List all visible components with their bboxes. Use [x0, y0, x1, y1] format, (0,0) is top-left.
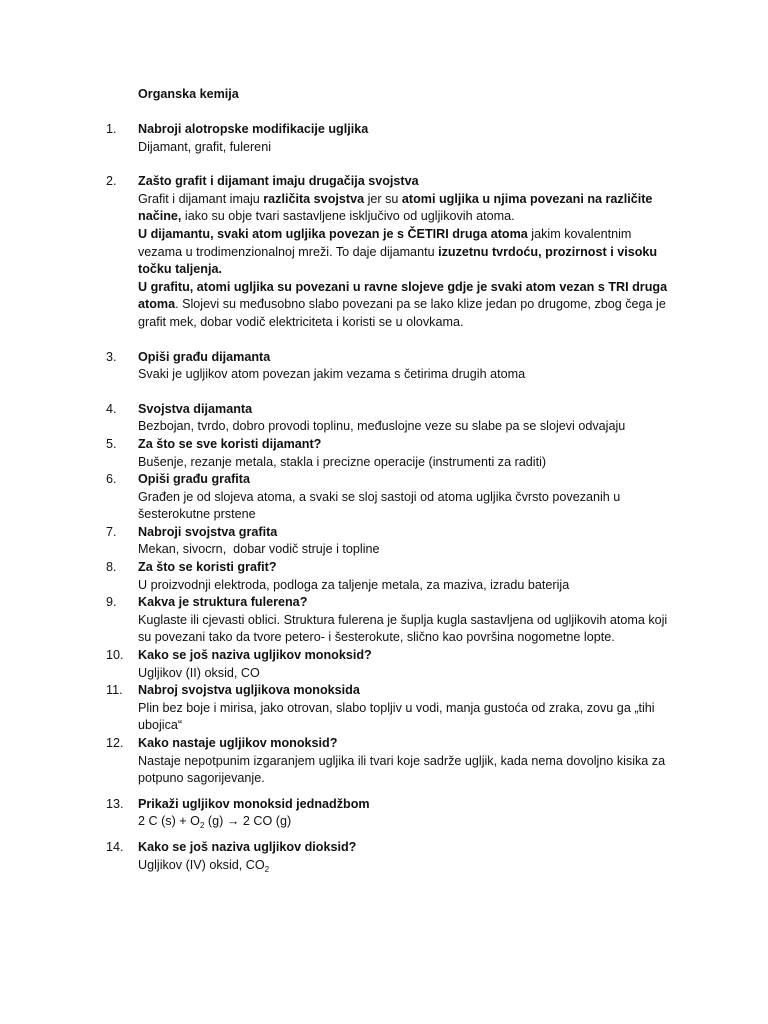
question-item	[106, 401, 670, 436]
answer-paragraph-1	[138, 191, 670, 226]
question-number: 10.	[106, 648, 124, 663]
question-item	[106, 735, 670, 788]
question-item	[106, 647, 670, 682]
question-text: Svojstva dijamanta	[138, 401, 253, 416]
question-text: Kako nastaje ugljikov monoksid?	[138, 736, 338, 750]
question-item	[106, 559, 670, 594]
question-text: Zašto grafit i dijamant imaju drugačija svojstva	[138, 174, 419, 189]
question-item	[106, 471, 670, 524]
answer-bold-run: različita svojstva	[263, 191, 365, 206]
answer-text: Građen je od slojeva atoma, a svaki se sloj sastoji od atoma ugljika čvrsto povezanih u šesterokutne prstene	[138, 489, 621, 522]
answer-run: iako su obje tvari sastavljene isključivo od ugljikovih atoma.	[181, 209, 515, 224]
question-item	[106, 349, 670, 384]
question-number: 14.	[106, 839, 124, 854]
answer-text: Mekan, sivocrn, dobar vodič struje i topline	[138, 542, 380, 557]
answer-bold-run: U grafitu, atomi ugljika su povezani u ravne slojeve gdje je svaki atom vezan s TRI druga atoma	[138, 279, 668, 312]
question-number: 9.	[106, 595, 117, 610]
question-text: Nabroji svojstva grafita	[138, 524, 278, 539]
answer-text: Bezbojan, tvrdo, dobro provodi toplinu, međuslojne veze su slabe pa se slojevi odvajaju	[138, 419, 626, 434]
answer-paragraph-2	[138, 226, 670, 279]
question-text: Prikaži ugljikov monoksid jednadžbom	[138, 796, 370, 811]
question-number: 1.	[106, 122, 117, 136]
equation	[138, 813, 670, 831]
question-list	[106, 121, 670, 874]
question-text: Nabroji alotropske modifikacije ugljika	[138, 122, 369, 136]
subscript: 2	[199, 821, 205, 831]
question-number: 3.	[106, 349, 117, 364]
question-number: 11.	[106, 683, 123, 698]
answer-run: jer su	[364, 191, 402, 206]
equation-part: (g) → 2 CO (g)	[204, 814, 292, 829]
question-text: Kako se još naziva ugljikov monoksid?	[138, 648, 372, 663]
question-number: 5.	[106, 436, 117, 451]
question-text: Za što se sve koristi dijamant?	[138, 436, 322, 451]
question-text: Opiši građu dijamanta	[138, 349, 271, 364]
answer-bold-run: izuzetnu tvrdoću, prozirnost i visoku točku taljenja.	[138, 244, 658, 277]
question-text: Kako se još naziva ugljikov dioksid?	[138, 839, 357, 854]
answer-text: Nastaje nepotpunim izgaranjem ugljika ili tvari koje sadrže ugljik, kada nema dovoljno kisika za potpuno sagorijevanje.	[138, 753, 666, 786]
question-text: Nabroj svojstva ugljikova monoksida	[138, 683, 360, 698]
answer-text	[138, 857, 670, 875]
document-title: Organska kemija	[138, 87, 239, 101]
answer-text: Plin bez boje i mirisa, jako otrovan, slabo topljiv u vodi, manja gustoća od zraka, zovu ga „tihi ubojica“	[138, 700, 655, 733]
question-item	[106, 173, 670, 331]
answer-text: Ugljikov (II) oksid, CO	[138, 665, 260, 680]
question-item	[106, 436, 670, 471]
answer-bold-run: U dijamantu, svaki atom ugljika povezan je s ČETIRI druga atoma	[138, 226, 528, 241]
equation-part: 2 C (s) + O	[138, 814, 200, 829]
answer-paragraph-3	[138, 279, 670, 332]
question-item	[106, 594, 670, 647]
question-number: 12.	[106, 736, 124, 750]
answer-text: U proizvodnji elektroda, podloga za taljenje metala, za maziva, izradu baterija	[138, 577, 570, 592]
answer-run: Grafit i dijamant imaju	[138, 191, 264, 206]
question-number: 7.	[106, 524, 117, 539]
question-text: Opiši građu grafita	[138, 472, 250, 487]
question-number: 8.	[106, 560, 117, 575]
question-text: Kakva je struktura fulerena?	[138, 595, 308, 610]
question-number: 13.	[106, 796, 124, 811]
question-number: 4.	[106, 401, 117, 416]
question-number: 6.	[106, 472, 117, 487]
answer-run: . Slojevi su međusobno slabo povezani pa se lako klize jedan po drugome, zbog čega je grafit mek, dobar vodič elektriciteta i koristi se u olovkama.	[138, 297, 666, 329]
answer-text: Bušenje, rezanje metala, stakla i precizne operacije (instrumenti za raditi)	[138, 454, 547, 469]
question-item	[106, 839, 670, 874]
question-number: 2.	[106, 174, 117, 189]
question-item	[106, 682, 670, 735]
answer-text: Dijamant, grafit, fulereni	[138, 139, 271, 154]
question-item	[106, 796, 670, 831]
answer-bold-run: atomi ugljika u njima povezani na različite načine,	[138, 191, 653, 224]
subscript: 2	[264, 864, 270, 874]
question-text: Za što se koristi grafit?	[138, 560, 277, 575]
answer-text: Svaki je ugljikov atom povezan jakim vezama s četirima drugih atoma	[138, 367, 526, 382]
answer-run: jakim kovalentnim vezama u trodimenzionalnoj mreži. To daje dijamantu	[138, 226, 632, 259]
question-item	[106, 121, 670, 156]
answer-text: Kuglaste ili cjevasti oblici. Struktura fulerena je šuplja kugla sastavljena od ugljikovih atoma koji su povezani tako da tvore petero- i šesterokute, slično kao površina nogometne lopte.	[138, 612, 668, 645]
answer-run: Ugljikov (IV) oksid, CO	[138, 857, 265, 872]
question-item	[106, 524, 670, 559]
